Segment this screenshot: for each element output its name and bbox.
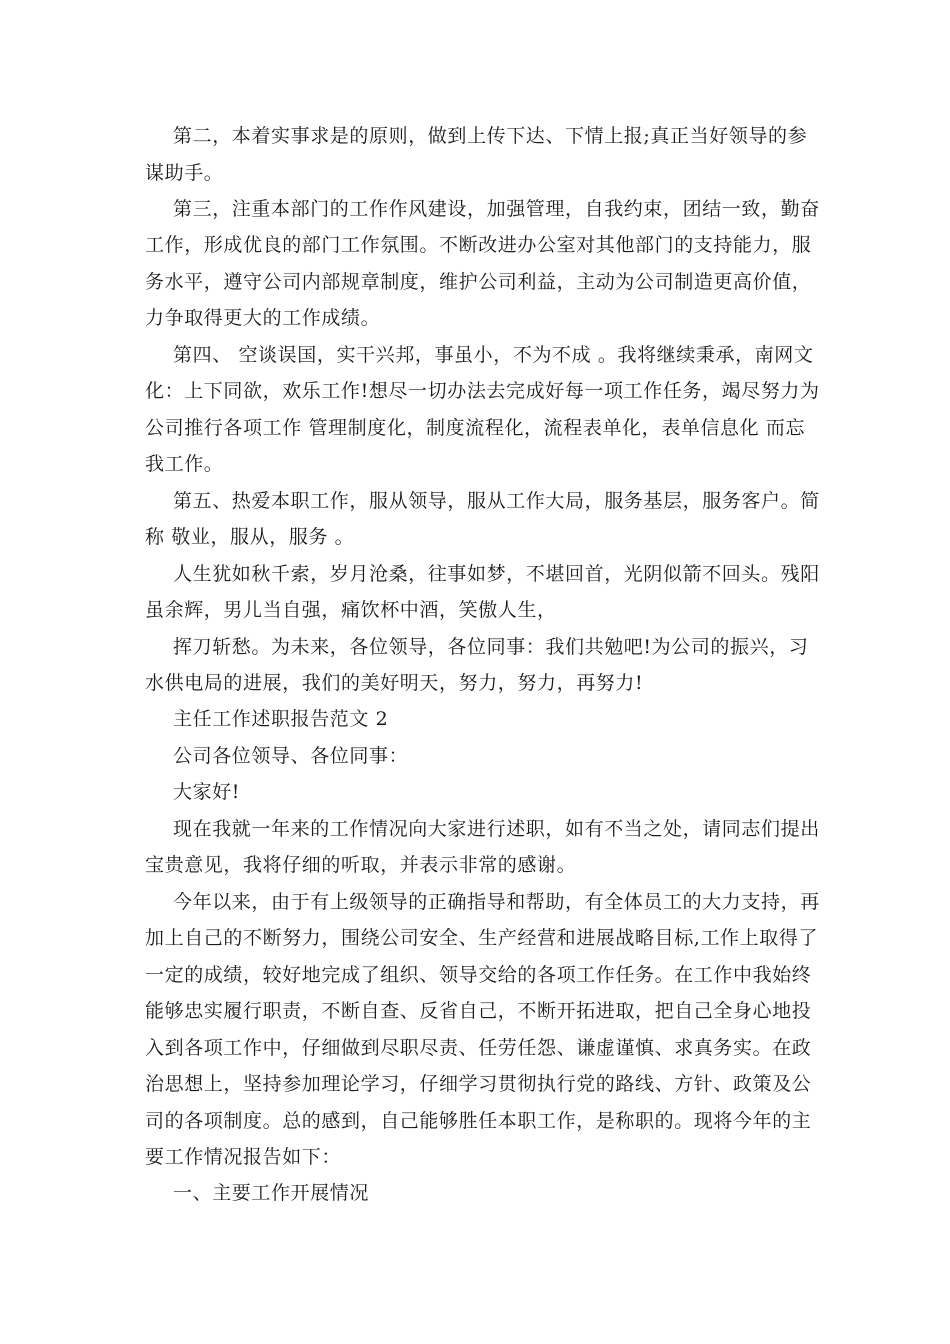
text-line: 第四、 空谈误国，实干兴邦，事虽小，不为不成 。我将继续秉承，南网文: [173, 344, 814, 366]
text-line: 水供电局的进展，我们的美好明天，努力，努力，再努力!: [145, 672, 644, 694]
text-line: 力争取得更大的工作成绩。: [145, 307, 381, 329]
section-heading: 主任工作述职报告范文 2: [173, 708, 389, 730]
text-line: 能够忠实履行职责，不断自查、反省自己，不断开拓进取，把自己全身心地投: [145, 1000, 812, 1022]
text-line: 第二，本着实事求是的原则，做到上传下达、下情上报;真正当好领导的参: [173, 125, 808, 147]
text-line: 第五、热爱本职工作，服从领导，服从工作大局，服务基层，服务客户。简: [173, 490, 820, 512]
text-line: 今年以来，由于有上级领导的正确指导和帮助，有全体员工的大力支持，再: [173, 891, 820, 913]
text-line: 宝贵意见，我将仔细的听取，并表示非常的感谢。: [145, 854, 577, 876]
text-line: 挥刀斩愁。为未来，各位领导，各位同事：我们共勉吧!为公司的振兴，习: [173, 636, 809, 658]
text-line: 司的各项制度。总的感到，自己能够胜任本职工作，是称职的。现将今年的主: [145, 1110, 812, 1132]
text-line: 谋助手。: [145, 162, 224, 184]
text-line: 人生犹如秋千索，岁月沧桑，往事如梦，不堪回首，光阴似箭不回头。残阳: [173, 563, 820, 585]
text-line: 第三，注重本部门的工作作风建设，加强管理，自我约束，团结一致，勤奋: [173, 198, 820, 220]
section-heading: 一、主要工作开展情况: [173, 1182, 370, 1204]
text-line: 入到各项工作中，仔细做到尽职尽责、任劳任怨、谦虚谨慎、求真务实。在政: [145, 1037, 812, 1059]
text-line: 称 敬业，服从，服务 。: [145, 526, 355, 548]
text-line: 我工作。: [145, 453, 224, 475]
salutation: 公司各位领导、各位同事：: [173, 745, 409, 767]
text-line: 务水平，遵守公司内部规章制度，维护公司利益，主动为公司制造更高价值，: [145, 271, 812, 293]
text-line: 治思想上，坚持参加理论学习，仔细学习贯彻执行党的路线、方针、政策及公: [145, 1073, 812, 1095]
text-line: 加上自己的不断努力，围绕公司安全、生产经营和进展战略目标,工作上取得了: [145, 927, 819, 949]
text-line: 现在我就一年来的工作情况向大家进行述职，如有不当之处，请同志们提出: [173, 818, 820, 840]
text-line: 公司推行各项工作 管理制度化，制度流程化，流程表单化，表单信息化 而忘: [145, 417, 806, 439]
text-line: 虽余辉，男儿当自强，痛饮杯中酒，笑傲人生，: [145, 599, 557, 621]
text-line: 化：上下同欲，欢乐工作!想尽一切办法去完成好每一项工作任务，竭尽努力为: [145, 380, 820, 402]
text-line: 要工作情况报告如下：: [145, 1146, 342, 1168]
greeting: 大家好!: [173, 781, 241, 803]
text-line: 一定的成绩，较好地完成了组织、领导交给的各项工作任务。在工作中我始终: [145, 964, 812, 986]
text-line: 工作，形成优良的部门工作氛围。不断改进办公室对其他部门的支持能力，服: [145, 234, 812, 256]
